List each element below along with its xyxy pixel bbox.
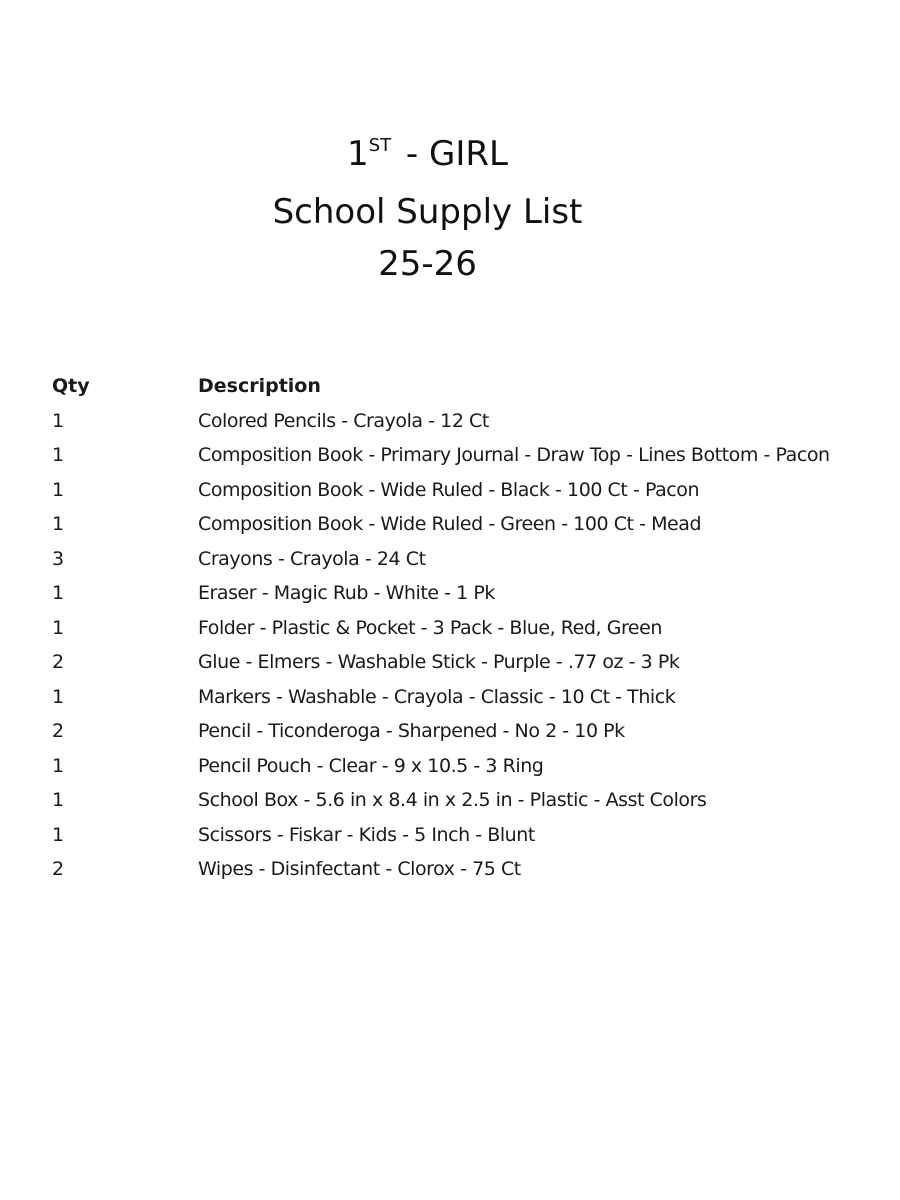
table-row bbox=[52, 576, 892, 611]
qty-cell: 2 bbox=[52, 651, 65, 674]
description-cell: Wipes - Disinfectant - Clorox - 75 Ct bbox=[198, 858, 521, 881]
table-row bbox=[52, 645, 892, 680]
qty-cell: 3 bbox=[52, 547, 65, 570]
supply-table bbox=[52, 369, 892, 887]
description-cell: Scissors - Fiskar - Kids - 5 Inch - Blunt bbox=[198, 823, 535, 846]
qty-cell: 1 bbox=[52, 582, 65, 605]
table-row bbox=[52, 542, 892, 577]
qty-cell: 2 bbox=[52, 858, 65, 881]
page-title: School Supply List bbox=[272, 192, 583, 232]
table-row bbox=[52, 611, 892, 646]
description-cell: Markers - Washable - Crayola - Classic - 10 Ct - Thick bbox=[198, 685, 676, 708]
description-cell: Composition Book - Primary Journal - Draw Top - Lines Bottom - Pacon bbox=[198, 444, 830, 467]
qty-cell: 1 bbox=[52, 685, 65, 708]
grade-suffix: ST bbox=[368, 135, 392, 156]
table-row bbox=[52, 473, 892, 508]
document-header bbox=[0, 128, 855, 290]
description-cell: Pencil Pouch - Clear - 9 x 10.5 - 3 Ring bbox=[198, 754, 544, 777]
table-row bbox=[52, 749, 892, 784]
school-year: 25-26 bbox=[378, 244, 477, 284]
qty-cell: 2 bbox=[52, 720, 65, 743]
table-row bbox=[52, 783, 892, 818]
description-cell: Crayons - Crayola - 24 Ct bbox=[198, 547, 426, 570]
qty-cell: 1 bbox=[52, 409, 65, 432]
grade-number: 1 bbox=[347, 134, 369, 174]
table-row bbox=[52, 507, 892, 542]
table-row bbox=[52, 852, 892, 887]
table-row bbox=[52, 438, 892, 473]
description-cell: Eraser - Magic Rub - White - 1 Pk bbox=[198, 582, 495, 605]
qty-cell: 1 bbox=[52, 478, 65, 501]
table-row bbox=[52, 818, 892, 853]
qty-cell: 1 bbox=[52, 513, 65, 536]
supply-rows bbox=[52, 404, 892, 887]
description-cell: Colored Pencils - Crayola - 12 Ct bbox=[198, 409, 489, 432]
table-row bbox=[52, 714, 892, 749]
description-cell: Pencil - Ticonderoga - Sharpened - No 2 - 10 Pk bbox=[198, 720, 625, 743]
description-cell: Glue - Elmers - Washable Stick - Purple - .77 oz - 3 Pk bbox=[198, 651, 680, 674]
qty-cell: 1 bbox=[52, 823, 65, 846]
grade-heading bbox=[0, 128, 855, 186]
table-row bbox=[52, 680, 892, 715]
qty-column-header: Qty bbox=[52, 375, 90, 398]
table-row bbox=[52, 404, 892, 439]
description-cell: Composition Book - Wide Ruled - Green - 100 Ct - Mead bbox=[198, 513, 702, 536]
qty-cell: 1 bbox=[52, 616, 65, 639]
grade-label: - GIRL bbox=[395, 134, 508, 174]
qty-cell: 1 bbox=[52, 789, 65, 812]
description-cell: Composition Book - Wide Ruled - Black - 100 Ct - Pacon bbox=[198, 478, 700, 501]
qty-cell: 1 bbox=[52, 754, 65, 777]
qty-cell: 1 bbox=[52, 444, 65, 467]
table-header-row bbox=[52, 369, 892, 404]
description-cell: Folder - Plastic & Pocket - 3 Pack - Blue, Red, Green bbox=[198, 616, 662, 639]
description-column-header: Description bbox=[198, 375, 321, 398]
description-cell: School Box - 5.6 in x 8.4 in x 2.5 in - Plastic - Asst Colors bbox=[198, 789, 707, 812]
